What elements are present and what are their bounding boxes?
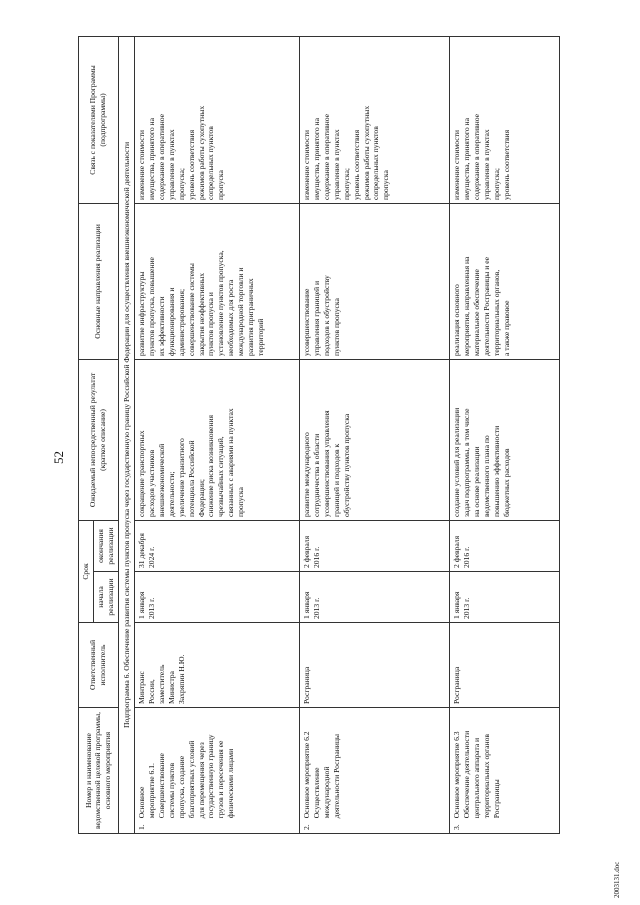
- row-name-cell: [300, 708, 450, 834]
- row-directions: развитие инфраструктуры пунктов пропуска, повышение их эффективности функционирования и администрирования; совершенствование системы закрытия неэффективных пунктов пропуска и установление пунктов пропуска, необходимых для роста международной торговли и развития приграничных территорий: [135, 203, 300, 359]
- page-number: 52: [51, 451, 66, 464]
- subprogram-title: Подпрограмма 6. Обеспечение развития системы пунктов пропуска через государственную границу Российской Федерации для осуществления внешнеэкономической деятельности: [118, 36, 135, 833]
- row-responsible: Росграница: [450, 623, 560, 708]
- header-term: Срок: [79, 520, 94, 622]
- header-end: окончания реализации: [93, 520, 118, 571]
- table-row: [450, 36, 560, 833]
- row-name: Основное мероприятие 6.2 Осуществление международной деятельности Росграницы: [302, 731, 342, 819]
- row-result: развитие международного сотрудничества в области усовершенствования управления границей и подходов к обустройству пунктов пропуска: [300, 359, 450, 520]
- row-number: 1.: [137, 824, 147, 830]
- header-row: [79, 36, 94, 833]
- row-number: 3.: [452, 824, 462, 830]
- header-start: начала реализации: [93, 572, 118, 623]
- row-end: 2 февраля 2016 г.: [450, 520, 560, 571]
- row-indicators: изменение стоимости имущества, принятого на содержание в оперативное управление в пунктах пропуска; уровень соответствия режимов работы сухопутных сопредельных пунктов пропуска: [300, 36, 450, 203]
- row-number: 2.: [302, 824, 312, 830]
- header-indicators: Связь с показателями Программы (подпрограммы): [79, 36, 119, 203]
- row-responsible: Минтранс России, заместитель Министра Захряпин Н.Ю.: [135, 623, 300, 708]
- row-end: 31 декабря 2024 г.: [135, 520, 300, 571]
- program-table-wrapper: [78, 37, 572, 834]
- row-start: 1 января 2013 г.: [300, 572, 450, 623]
- table-row: [300, 36, 450, 833]
- row-name: Основное мероприятие 6.3 Обеспечение деятельности центрального аппарата и территориальных органов Росграницы: [452, 730, 501, 819]
- header-directions: Основные направления реализации: [79, 203, 119, 359]
- row-start: 1 января 2013 г.: [450, 572, 560, 623]
- subprogram-row: [118, 36, 135, 833]
- footer-filename: 2003131.doc: [613, 861, 621, 898]
- row-end: 2 февраля 2016 г.: [300, 520, 450, 571]
- row-result: сокращение транспортных расходов участников внешнеэкономической деятельности; увеличение транзитного потенциала Российской Федерации; снижение риска возникновения чрезвычайных ситуаций, связанных с авариями на пунктах пропуска: [135, 359, 300, 520]
- row-indicators: изменение стоимости имущества, принятого на содержание в оперативное управление в пунктах пропуска; уровень соответствия: [450, 36, 560, 203]
- row-result: создание условий для реализации задач подпрограммы, в том числе на основе реализации ведомственного плана по повышению эффективности бюджетных расходов: [450, 359, 560, 520]
- table-row: [135, 36, 300, 833]
- header-responsible: Ответственный исполнитель: [79, 623, 119, 708]
- row-name-cell: [450, 708, 560, 834]
- row-indicators: изменение стоимости имущества, принятого на содержание в оперативное управление в пунктах пропуска; уровень соответствия режимов работы сухопутных сопредельных пунктов пропуска: [135, 36, 300, 203]
- header-program-name: Номер и наименование ведомственной целевой программы, основного мероприятия: [79, 708, 119, 834]
- row-directions: усовершенствование управления границей и подходов к обустройству пунктов пропуска: [300, 203, 450, 359]
- row-responsible: Росграница: [300, 623, 450, 708]
- header-expected-result: Ожидаемый непосредственный результат (краткое описание): [79, 359, 119, 520]
- row-name-cell: [135, 708, 300, 834]
- row-start: 1 января 2013 г.: [135, 572, 300, 623]
- row-directions: реализация основного мероприятия, направленная на материальное обеспечение деятельности Росграницы и ее территориальных органов, а также правовое: [450, 203, 560, 359]
- row-name: Основное мероприятие 6.1. Совершенствование системы пунктов пропуска, создание благоприятных условий для перемещения через государственную границу грузов и пересечения ее физическими лицами: [137, 734, 236, 819]
- program-table: [78, 36, 560, 834]
